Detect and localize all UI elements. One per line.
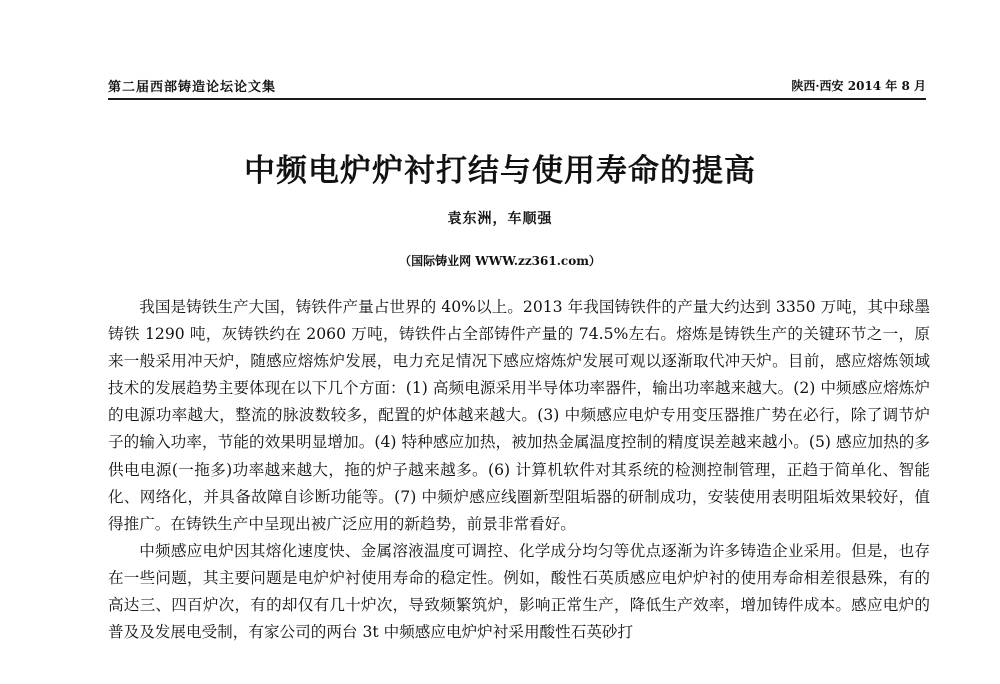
article-affiliation: （国际铸业网 WWW.zz361.com）	[399, 254, 601, 268]
location-date: 陕西·西安 2014 年 8 月	[791, 79, 926, 93]
article-title: 中频电炉炉衬打结与使用寿命的提高	[244, 153, 756, 189]
header-divider	[108, 98, 926, 100]
body-paragraph: 中频感应电炉因其熔化速度快、金属溶液温度可调控、化学成分均匀等优点逐渐为许多铸造企业采用。但是，也存在一些问题，其主要问题是电炉炉衬使用寿命的稳定性。例如，酸性石英质感应电炉炉衬的使用寿命相差很悬殊，有的高达三、四百炉次，有的却仅有几十炉次，导致频繁筑炉，影响正常生产，降低生产效率，增加铸件成本。感应电炉的普及及发展电受制，有家公司的两台 3t 中频感应电炉炉衬采用酸性石英砂打	[108, 541, 930, 642]
running-header	[108, 70, 926, 96]
body-paragraph: 我国是铸铁生产大国，铸铁件产量占世界的 40%以上。2013 年我国铸铁件的产量大约达到 3350 万吨，其中球墨铸铁 1290 吨，灰铸铁约在 2060 万吨，铸铁件占全部铸件产量的 74.5%左右。熔炼是铸铁生产的关键环节之一，原来一般采用冲天炉，随感应熔炼炉发展，电力充足情况下感应熔炼炉发展可观以逐渐取代冲天炉。目前，感应熔炼领域技术的发展趋势主要体现在以下几个方面：(1) 高频电源采用半导体功率器件，输出功率越来越大。(2) 中频感应熔炼炉的电源功率越大，整流的脉波数较多，配置的炉体越来越大。(3) 中频感应电炉专用变压器推广势在必行，除了调节炉子的输入功率，节能的效果明显增加。(4) 特种感应加热，被加热金属温度控制的精度误差越来越小。(5) 感应加热的多供电电源(一拖多)功率越来越大，拖的炉子越来越多。(6) 计算机软件对其系统的检测控制管理，正趋于简单化、智能化、网络化，并具备故障自诊断功能等。(7) 中频炉感应线圈新型阻垢器的研制成功，安装使用表明阻垢效果较好，值得推广。在铸铁生产中呈现出被广泛应用的新趋势，前景非常看好。	[108, 298, 930, 533]
journal-name: 第二届西部铸造论坛论文集	[108, 80, 277, 95]
article-authors: 袁东洲，车顺强	[447, 211, 553, 227]
article-body	[108, 294, 930, 646]
